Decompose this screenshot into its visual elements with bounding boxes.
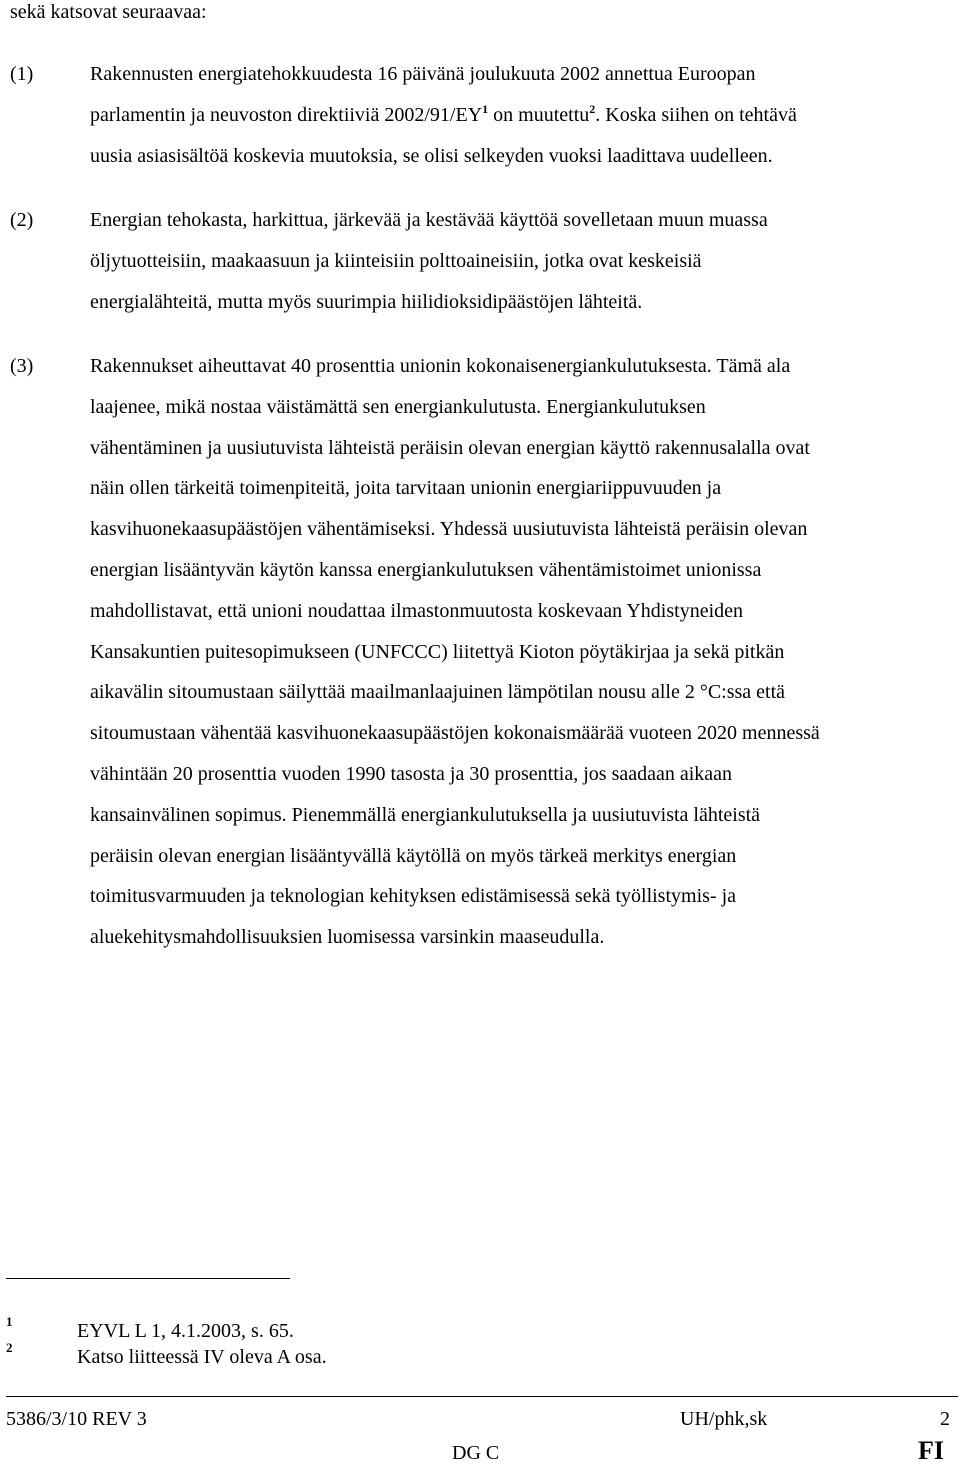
footnote-ref-2[interactable]: 2: [589, 101, 596, 116]
recital-body: [90, 346, 960, 958]
text-line: toimitusvarmuuden ja teknologian kehityksen edistämisessä sekä työllistymis- ja: [90, 885, 737, 908]
language-code: FI: [918, 1436, 944, 1465]
text-line: uusia asiasisältöä koskevia muutoksia, se olisi selkeyden vuoksi laadittava uudelleen.: [90, 144, 773, 167]
recital-number: (3): [10, 355, 34, 377]
text-line: näin ollen tärkeitä toimenpiteitä, joita tarvitaan unionin energiariippuvuuden ja: [90, 477, 722, 500]
footnote-separator: [6, 1278, 290, 1279]
recital-body: [90, 54, 960, 176]
text-line: vähentäminen ja uusiutuvista lähteistä peräisin olevan energian käyttö rakennusalalla ovat: [90, 436, 810, 459]
text-line: sitoumustaan vähentää kasvihuonekaasupäästöjen kokonaismäärää vuoteen 2020 mennessä: [90, 722, 820, 745]
text-line: laajenee, mikä nostaa väistämättä sen energiankulutusta. Energiankulutuksen: [90, 395, 706, 418]
recital-body: [90, 200, 960, 322]
text-line: öljytuotteisiin, maakaasuun ja kiinteisiin polttoaineisiin, jotka ovat keskeisiä: [90, 249, 702, 272]
intro-text: sekä katsovat seuraavaa:: [10, 1, 207, 23]
text-line: energian lisääntyvän käytön kanssa energiankulutuksen vähentämistoimet unionissa: [90, 558, 762, 581]
document-reference: 5386/3/10 REV 3: [6, 1408, 147, 1430]
footnote-text: Katso liitteessä IV oleva A osa.: [77, 1346, 327, 1368]
text-line: Rakennusten energiatehokkuudesta 16 päivänä joulukuuta 2002 annettua Euroopan: [90, 63, 756, 85]
author-initials: UH/phk,sk: [680, 1408, 768, 1430]
page-number: 2: [940, 1408, 950, 1430]
text-line: peräisin olevan energian lisääntyvällä käytöllä on myös tärkeä merkitys energian: [90, 844, 737, 867]
text-line: parlamentin ja neuvoston direktiiviä $2002/91/EY^1$ on muutettu$^2$. Koska siihen on tehtävä: [90, 101, 797, 126]
recital-number: (1): [10, 63, 34, 85]
footnote-text: EYVL L 1, 4.1.2003, s. 65.: [77, 1320, 294, 1342]
text-line: vähintään 20 prosenttia vuoden 1990 tasosta ja 30 prosenttia, jos saadaan aikaan: [90, 762, 733, 785]
footnote-ref-1[interactable]: 1: [482, 101, 489, 116]
footnote-number: 1: [6, 1314, 13, 1329]
footer-separator: [6, 1396, 958, 1397]
text-line: Kansakuntien puitesopimukseen (UNFCCC) liitettyä Kioton pöytäkirjaa ja sekä pitkän: [90, 640, 785, 663]
text-line: kansainvälinen sopimus. Pienemmällä energiankulutuksella ja uusiutuvista lähteistä: [90, 803, 761, 826]
directorate-general: DG C: [452, 1442, 500, 1464]
text-line: kasvihuonekaasupäästöjen vähentämiseksi. Yhdessä uusiutuvista lähteistä peräisin olevan: [90, 518, 808, 541]
text-line: aikavälin sitoumustaan säilyttää maailmanlaajuinen lämpötilan nousu alle 2 °C:ssa että: [90, 681, 786, 704]
text-line: Rakennukset aiheuttavat 40 prosenttia unionin kokonaisenergiankulutuksesta. Tämä ala: [90, 355, 791, 377]
text-line: Energian tehokasta, harkittua, järkevää ja kestävää käyttöä sovelletaan muun muassa: [90, 209, 768, 231]
footnote-number: 2: [6, 1340, 13, 1355]
text-line: energialähteitä, mutta myös suurimpia hiilidioksidipäästöjen lähteitä.: [90, 290, 643, 313]
text-line: aluekehitysmahdollisuuksien luomisessa varsinkin maaseudulla.: [90, 926, 605, 949]
text-line: mahdollistavat, että unioni noudattaa ilmastonmuutosta koskevaan Yhdistyneiden: [90, 599, 744, 622]
recital-number: (2): [10, 209, 34, 231]
